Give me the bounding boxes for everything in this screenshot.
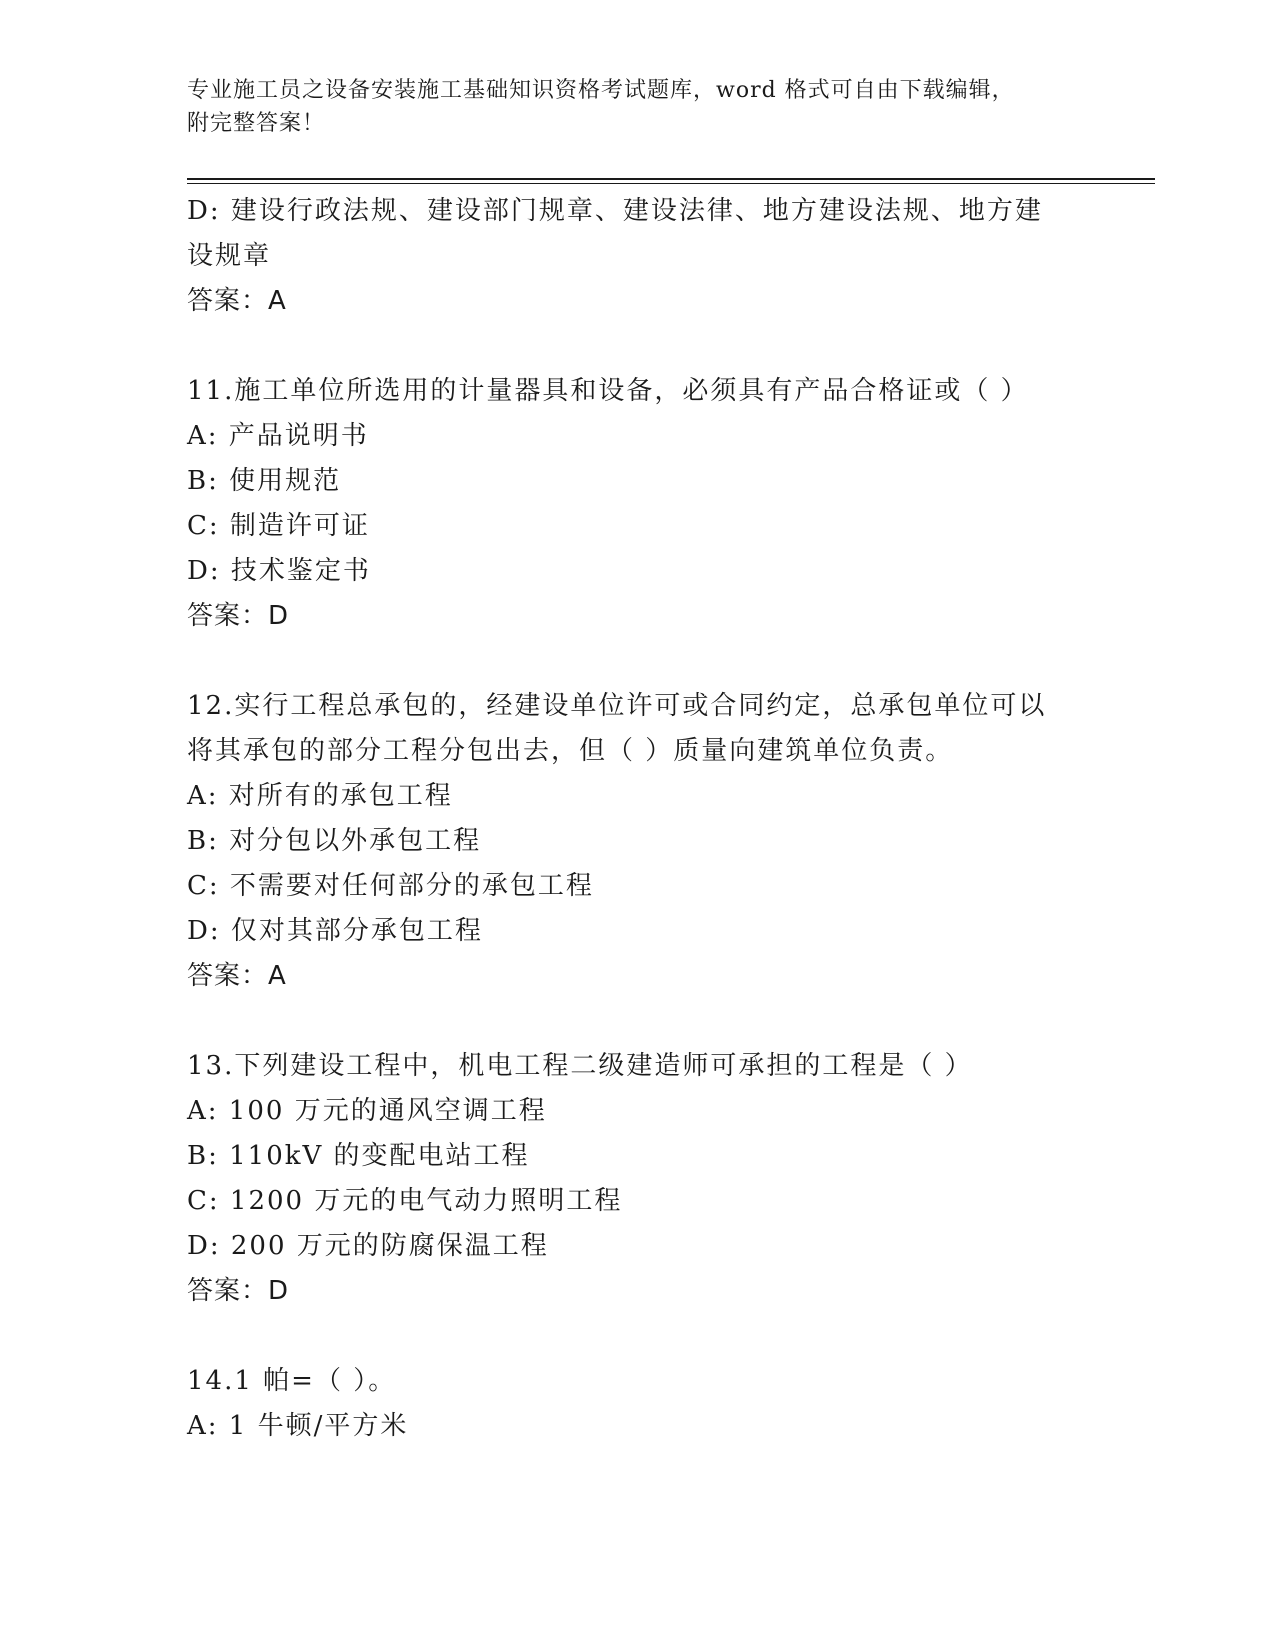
question-14 <box>187 1359 1087 1449</box>
option-d: D: 200 万元的防腐保温工程 <box>187 1231 549 1261</box>
header-line-1: 专业施工员之设备安装施工基础知识资格考试题库，word 格式可自由下载编辑， <box>187 78 1015 103</box>
question-text: 12.实行工程总承包的，经建设单位许可或合同约定，总承包单位可以 <box>187 691 1047 721</box>
question-text: 13.下列建设工程中，机电工程二级建造师可承担的工程是（ ） <box>187 1051 973 1081</box>
option-c: C: 不需要对任何部分的承包工程 <box>187 871 594 901</box>
option-a: A: 产品说明书 <box>187 421 369 451</box>
option-d: D: 仅对其部分承包工程 <box>187 916 483 946</box>
spacer <box>187 999 1087 1044</box>
spacer <box>187 324 1087 369</box>
option-b: B: 110kV 的变配电站工程 <box>187 1141 530 1171</box>
question-text-continued: 将其承包的部分工程分包出去，但（ ）质量向建筑单位负责。 <box>187 736 954 766</box>
option-a: A: 1 牛顿/平方米 <box>187 1411 409 1441</box>
question-text: 11.施工单位所选用的计量器具和设备，必须具有产品合格证或（ ） <box>187 376 1029 406</box>
option-a: A: 100 万元的通风空调工程 <box>187 1096 547 1126</box>
question-list <box>187 189 1087 1449</box>
option-d: D: 技术鉴定书 <box>187 556 371 586</box>
header-divider-thick <box>187 178 1155 180</box>
spacer <box>187 1314 1087 1359</box>
question-13 <box>187 1044 1087 1314</box>
answer-label: 答案：A <box>187 961 287 991</box>
header-divider-thin <box>187 183 1155 184</box>
option-b: B: 对分包以外承包工程 <box>187 826 482 856</box>
option-d: D: 建设行政法规、建设部门规章、建设法律、地方建设法规、地方建 <box>187 196 1043 226</box>
answer-label: 答案：A <box>187 286 287 316</box>
question-11 <box>187 369 1087 639</box>
option-a: A: 对所有的承包工程 <box>187 781 453 811</box>
spacer <box>187 639 1087 684</box>
question-text: 14.1 帕=（ ）。 <box>187 1366 397 1396</box>
option-c: C: 1200 万元的电气动力照明工程 <box>187 1186 623 1216</box>
document-header <box>187 74 1087 140</box>
answer-label: 答案：D <box>187 1276 290 1306</box>
option-c: C: 制造许可证 <box>187 511 370 541</box>
question-12 <box>187 684 1087 999</box>
option-d-continued: 设规章 <box>187 241 272 271</box>
option-b: B: 使用规范 <box>187 466 342 496</box>
header-line-2: 附完整答案！ <box>187 111 326 136</box>
answer-label: 答案：D <box>187 601 290 631</box>
question-10-partial <box>187 189 1087 324</box>
